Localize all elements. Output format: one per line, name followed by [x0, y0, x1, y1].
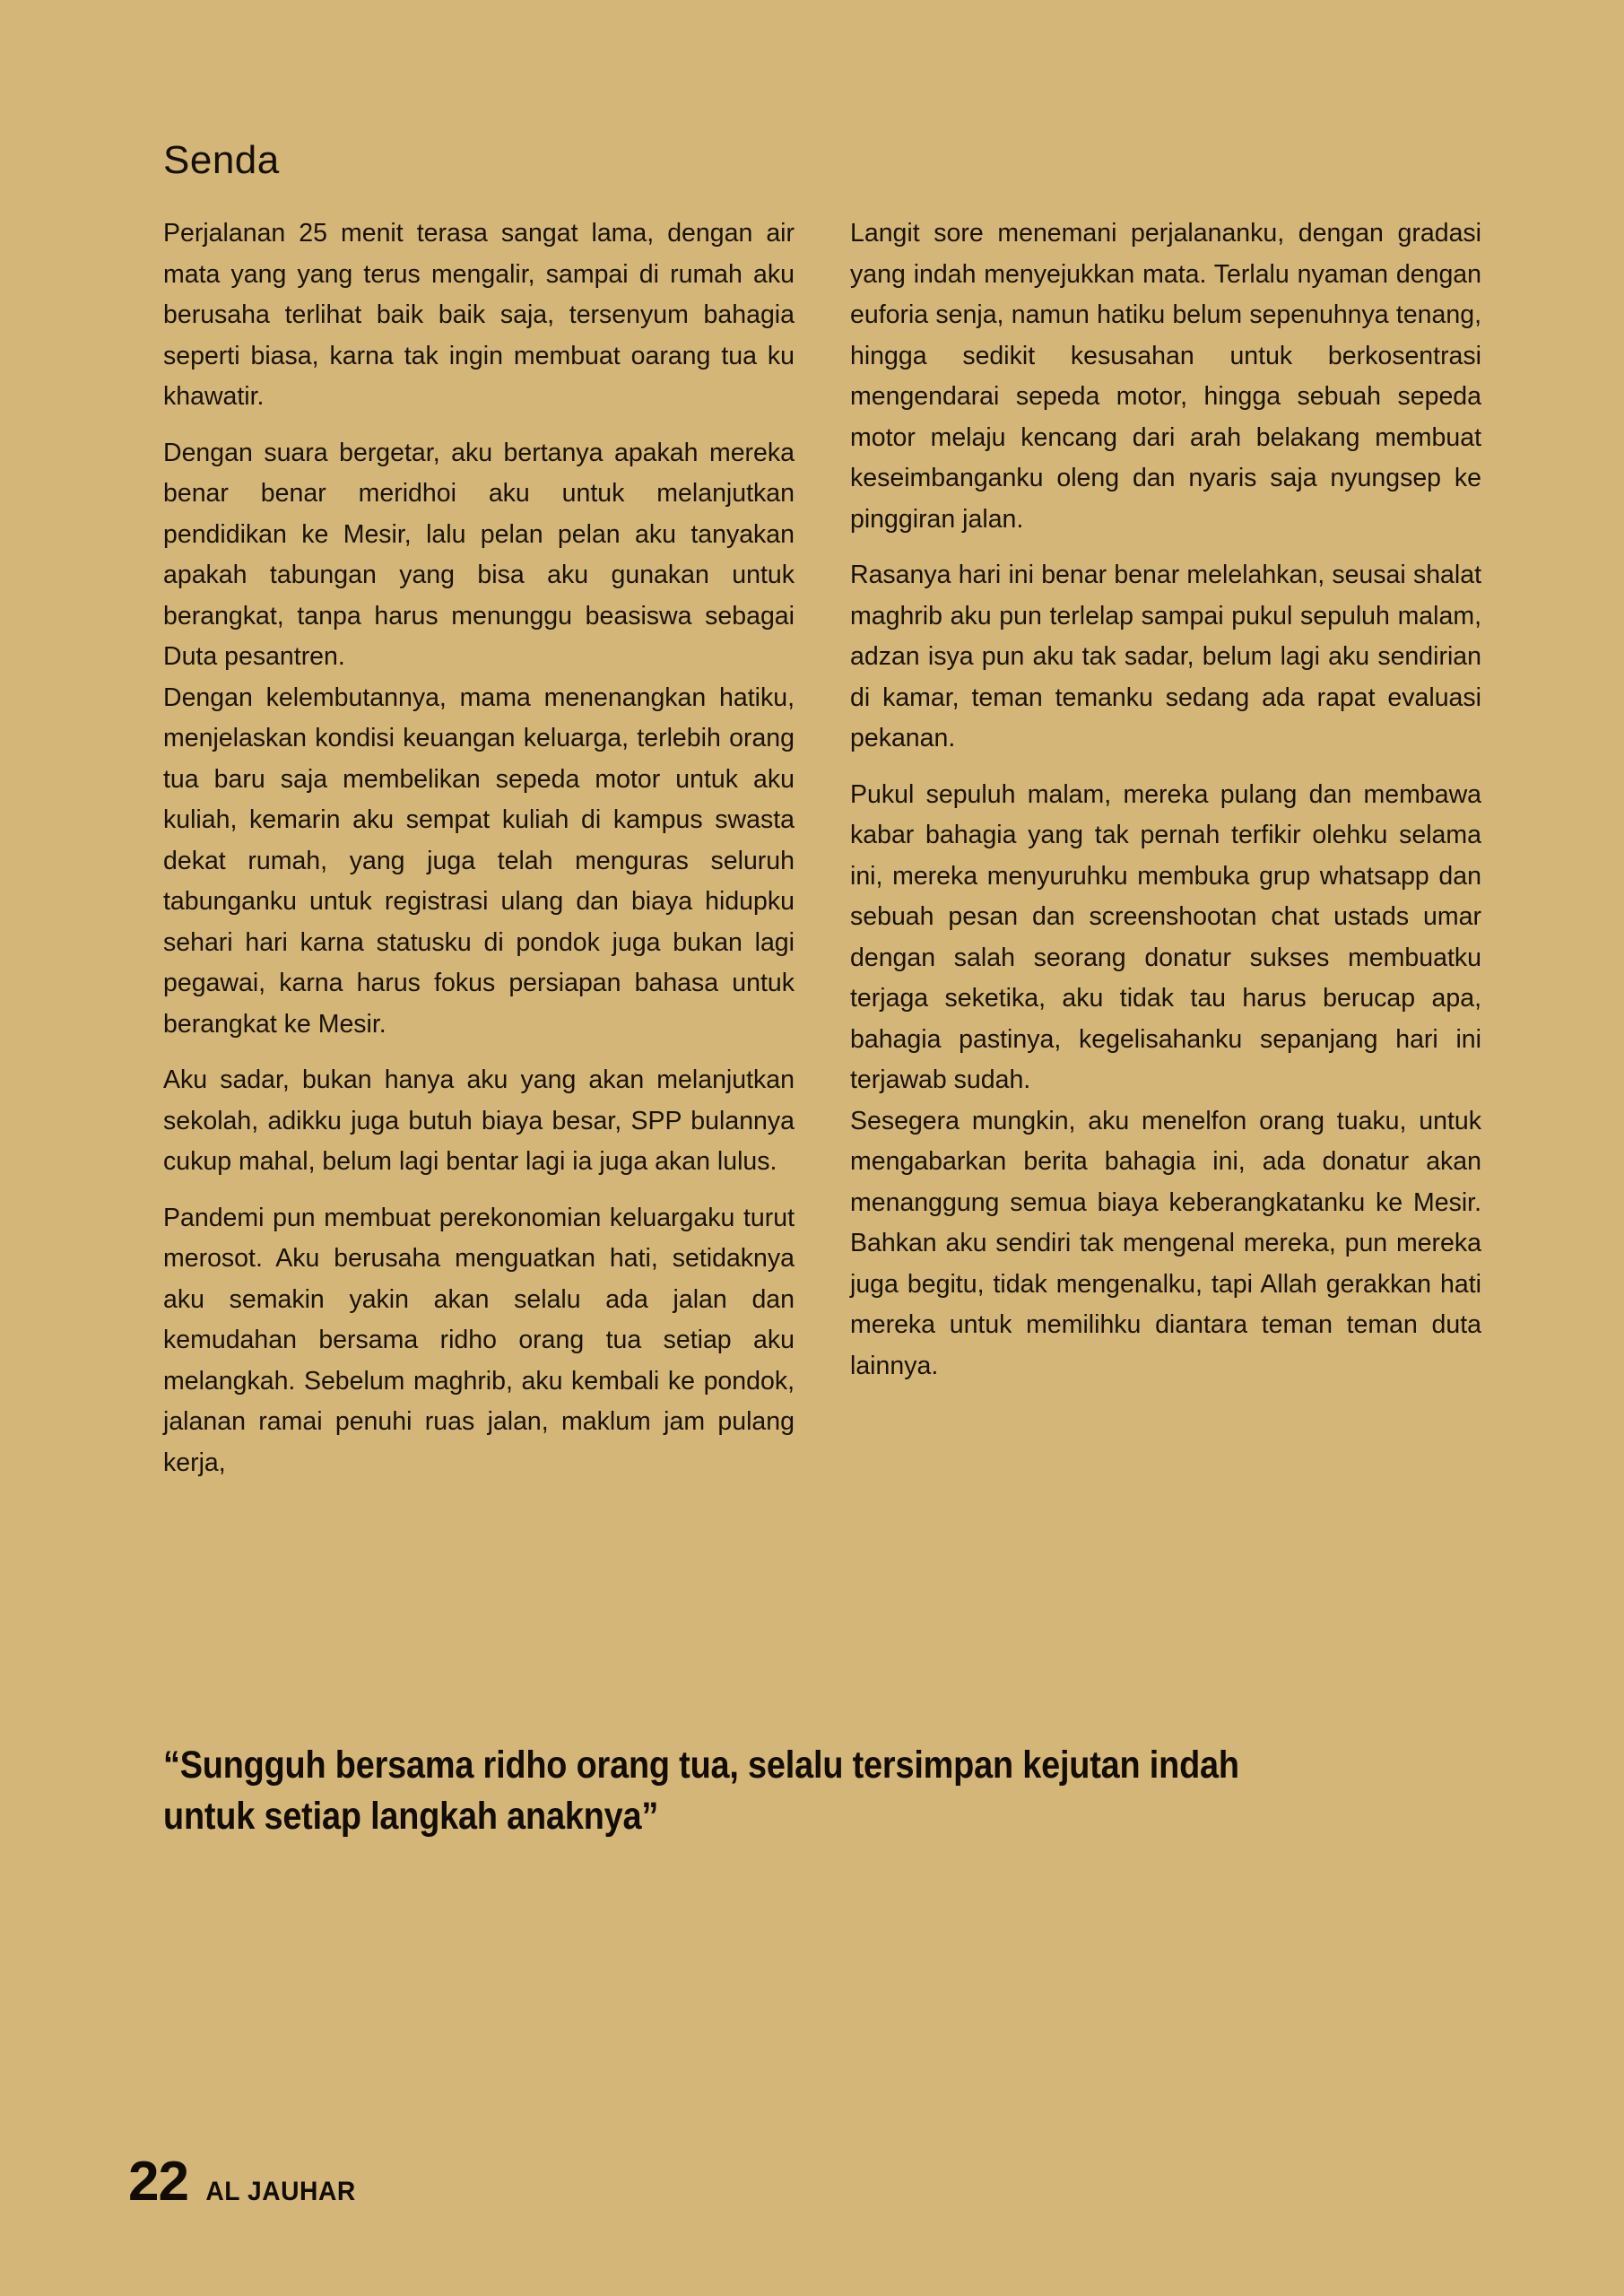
paragraph: Dengan suara bergetar, aku bertanya apakah mereka benar benar meridhoi aku untuk melanjutkan pendidikan ke Mesir, lalu pelan pelan aku tanyakan apakah tabungan yang bisa aku gunakan untuk berangkat, tanpa harus menunggu beasiswa sebagai Duta pesantren.: [163, 438, 795, 671]
page-number: 22: [128, 2151, 188, 2213]
paragraph: Perjalanan 25 menit terasa sangat lama, dengan air mata yang yang terus mengalir, sampai di rumah aku berusaha terlihat baik baik saja, tersenyum bahagia seperti biasa, karna tak ingin membuat oarang tua ku khawatir.: [163, 219, 795, 411]
article-body: [163, 213, 1481, 1483]
column-left: [163, 213, 795, 1483]
paragraph: Langit sore menemani perjalananku, dengan gradasi yang indah menyejukkan mata. Terlalu nyaman dengan euforia senja, namun hatiku belum sepenuhnya tenang, hingga sedikit kesusahan untuk berkosentrasi mengendarai sepeda motor, hingga sebuah sepeda motor melaju kencang dari arah belakang membuat keseimbanganku oleng dan nyaris saja nyungsep ke pinggiran jalan.: [850, 219, 1481, 534]
page-footer: [128, 2151, 360, 2213]
paragraph: Aku sadar, bukan hanya aku yang akan melanjutkan sekolah, adikku juga butuh biaya besar, SPP bulannya cukup mahal, belum lagi bentar lagi ia juga akan lulus.: [163, 1065, 795, 1176]
column-right: [850, 213, 1481, 1387]
paragraph: Pandemi pun membuat perekonomian keluargaku turut merosot. Aku berusaha menguatkan hati, setidaknya aku semakin yakin akan selalu ada jalan dan kemudahan bersama ridho orang tua setiap aku melangkah. Sebelum maghrib, aku kembali ke pondok, jalanan ramai penuhi ruas jalan, maklum jam pulang kerja,: [163, 1203, 795, 1477]
paragraph: Rasanya hari ini benar benar melelahkan, seusai shalat maghrib aku pun terlelap sampai pukul sepuluh malam, adzan isya pun aku tak sadar, belum lagi aku sendirian di kamar, teman temanku sedang ada rapat evaluasi pekanan.: [850, 561, 1481, 752]
magazine-brand: AL JAUHAR: [205, 2177, 356, 2206]
paragraph: Pukul sepuluh malam, mereka pulang dan membawa kabar bahagia yang tak pernah terfikir olehku selama ini, mereka menyuruhku membuka grup whatsapp dan sebuah pesan dan screenshootan chat ustads umar dengan salah seorang donatur sukses membuatku terjaga seketika, aku tidak tau harus berucap apa, bahagia pastinya, kegelisahanku sepanjang hari ini terjawab sudah.: [850, 779, 1481, 1094]
pull-quote: “Sungguh bersama ridho orang tua, selalu tersimpan kejutan indah untuk setiap langkah anaknya”: [163, 1744, 1239, 1838]
paragraph: Sesegera mungkin, aku menelfon orang tuaku, untuk mengabarkan berita bahagia ini, ada donatur akan menanggung semua biaya keberangkatanku ke Mesir. Bahkan aku sendiri tak mengenal mereka, pun mereka juga begitu, tidak mengenalku, tapi Allah gerakkan hati mereka untuk memilihku diantara teman teman duta lainnya.: [850, 1106, 1481, 1380]
page-title: Senda: [163, 138, 280, 183]
paragraph: Dengan kelembutannya, mama menenangkan hatiku, menjelaskan kondisi keuangan keluarga, terlebih orang tua baru saja membelikan sepeda motor untuk aku kuliah, kemarin aku sempat kuliah di kampus swasta dekat rumah, yang juga telah menguras seluruh tabunganku untuk registrasi ulang dan biaya hidupku sehari hari karna statusku di pondok juga bukan lagi pegawai, karna harus fokus persiapan bahasa untuk berangkat ke Mesir.: [163, 683, 795, 1039]
